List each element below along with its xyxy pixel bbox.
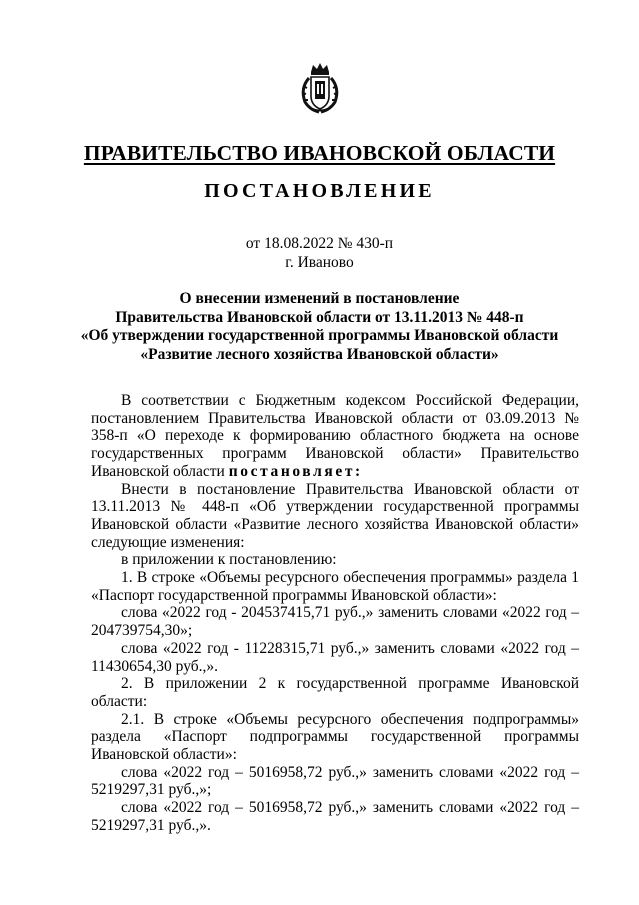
organization-title [0, 141, 639, 166]
body-paragraph: 2.1. В строке «Объемы ресурсного обеспечения подпрограммы» раздела «Паспорт подпрограммы государственной программы Ивановской области»: [91, 710, 579, 764]
body-paragraph: 2. В приложении 2 к государственной программе Ивановской области: [91, 675, 579, 710]
city: г. Иваново [285, 254, 354, 271]
subject-line: Правительства Ивановской области от 13.11.2013 № 448-п [115, 308, 524, 326]
decree-word: постановляет: [228, 462, 363, 480]
organization-title-text: ПРАВИТЕЛЬСТВО ИВАНОВСКОЙ ОБЛАСТИ [83, 141, 556, 165]
subject-line: «Развитие лесного хозяйства Ивановской области» [140, 345, 499, 363]
coat-of-arms-icon [297, 62, 343, 114]
document-body [91, 392, 579, 835]
body-paragraph: Внести в постановление Правительства Ивановской области от 13.11.2013 № 448-п «Об утверждении государственной программы Ивановской области «Развитие лесного хозяйства Ивановской области» следующие изменения: [91, 480, 579, 551]
paragraph-text: В соответствии с Бюджетным кодексом Российской Федерации, постановлением Правительства Ивановской области от 03.09.2013 № 358-п «О переходе к формированию областного бюджета на основе государственных программ Ивановской области» Правительство Ивановской области [91, 392, 579, 480]
body-paragraph [91, 392, 579, 481]
body-paragraph: слова «2022 год – 5016958,72 руб.,» заменить словами «2022 год – 5219297,31 руб.,». [91, 799, 579, 834]
body-paragraph: слова «2022 год - 204537415,71 руб.,» заменить словами «2022 год – 204739754,30»; [91, 604, 579, 640]
body-paragraph: в приложении к постановлению: [121, 551, 337, 569]
subject-line: «Об утверждении государственной программы Ивановской области [80, 327, 559, 345]
document-subject [60, 290, 579, 364]
body-paragraph: слова «2022 год – 5016958,72 руб.,» заменить словами «2022 год – 5219297,31 руб.,»; [91, 763, 579, 799]
date-number: от 18.08.2022 № 430-п [245, 235, 394, 252]
document-type: ПОСТАНОВЛЕНИЕ [204, 180, 435, 202]
body-paragraph: 1. В строке «Объемы ресурсного обеспечения программы» раздела 1 «Паспорт государственной программы Ивановской области»: [91, 569, 579, 604]
subject-line: О внесении изменений в постановление [179, 290, 460, 307]
body-paragraph: слова «2022 год - 11228315,71 руб.,» заменить словами «2022 год – 11430654,30 руб.,». [91, 639, 579, 675]
